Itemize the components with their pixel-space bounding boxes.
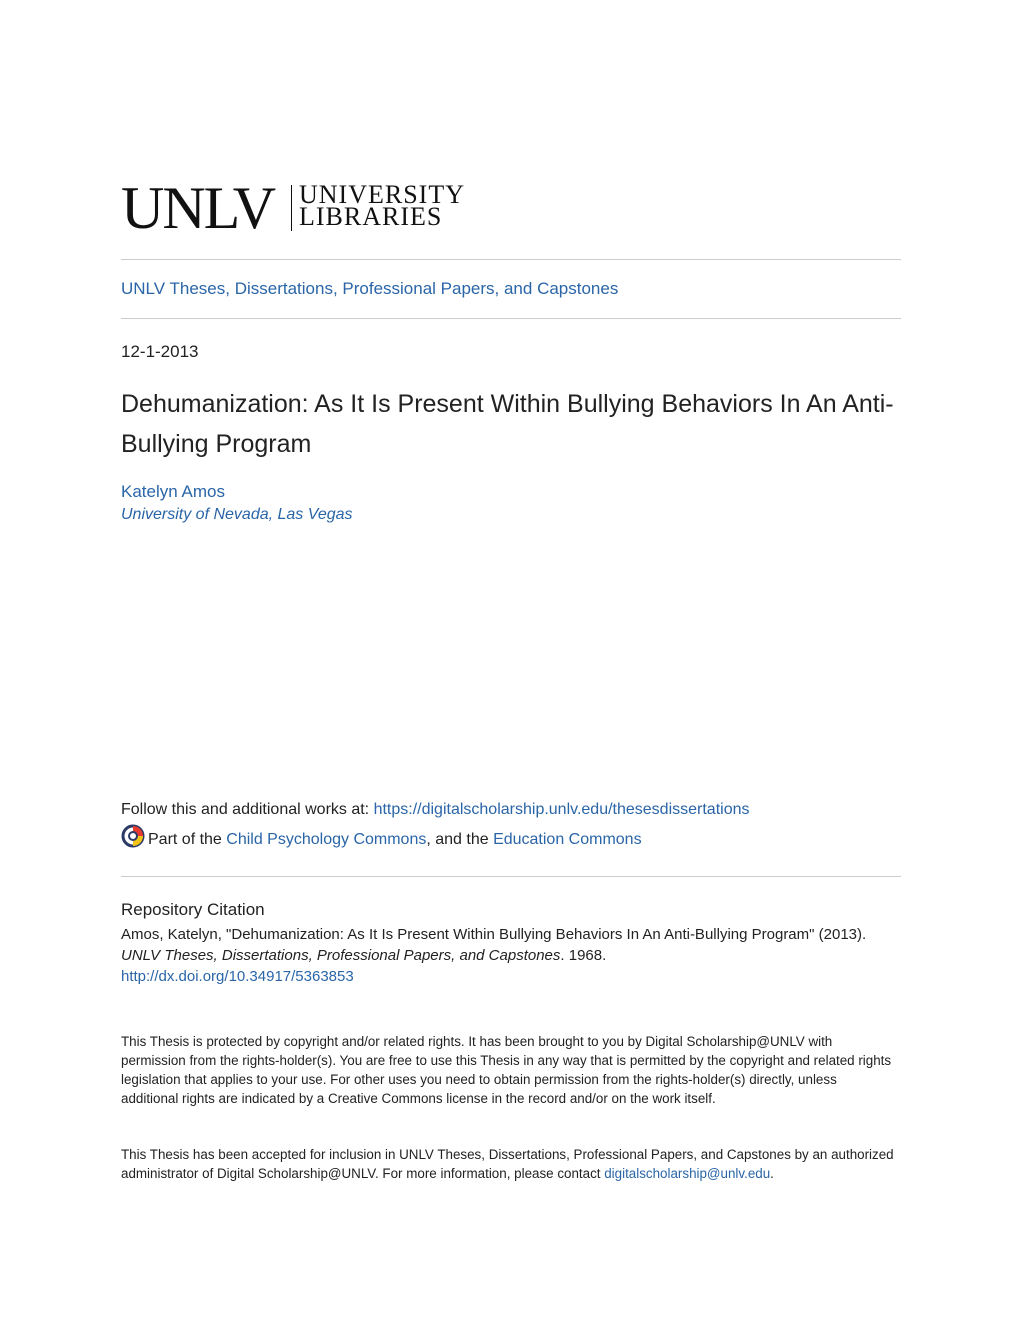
publication-date: 12-1-2013 [121,342,199,361]
follow-line [121,799,750,821]
citation-text: Amos, Katelyn, "Dehumanization: As It Is Present Within Bullying Behaviors In An Anti-Bullying Program" (2013). [121,926,867,943]
series-divider [121,318,901,319]
part-of-line [121,828,642,852]
repository-citation-body [121,924,891,987]
citation-series: UNLV Theses, Dissertations, Professional Papers, and Capstones [121,947,561,964]
unlv-libraries-logo [121,175,541,241]
logo-line-1: UNIVERSITY [299,180,465,209]
series-link[interactable]: UNLV Theses, Dissertations, Professional Papers, and Capstones [121,279,619,298]
logo-divider [291,185,292,231]
citation-number: . 1968. [560,947,607,964]
bepress-commons-icon [121,824,145,848]
logo-wordmark [299,180,465,231]
author-affiliation: University of Nevada, Las Vegas [121,506,353,523]
follow-label: Follow this and additional works at: [121,801,374,818]
top-divider [121,259,901,260]
follow-url-link[interactable]: https://digitalscholarship.unlv.edu/thesesdissertations [373,801,750,818]
part-of-middle: , and the [426,831,494,848]
acceptance-end: . [770,1166,774,1181]
citation-divider [121,876,901,877]
repository-citation-heading: Repository Citation [121,900,265,919]
doi-link[interactable]: http://dx.doi.org/10.34917/5363853 [121,968,354,985]
acceptance-statement [121,1145,896,1183]
document-title: Dehumanization: As It Is Present Within Bullying Behaviors In An Anti-Bullying Program [121,390,894,458]
acceptance-text: This Thesis has been accepted for inclusion in UNLV Theses, Dissertations, Professional Papers, and Capstones by an authorized administrator of Digital Scholarship@UNLV. For more information, please contact [121,1147,894,1181]
rights-statement: This Thesis is protected by copyright and/or related rights. It has been brought to you by Digital Scholarship@UNLV with permission from the rights-holder(s). You are free to use this Thesis in any way that is permitted by the copyright and related rights legislation that applies to your use. For other uses you need to obtain permission from the rights-holder(s) directly, unless additional rights are indicated by a Creative Commons license in the record and/or on the work itself. [121,1034,892,1106]
contact-email-link[interactable]: digitalscholarship@unlv.edu [604,1166,771,1181]
child-psychology-commons-link[interactable]: Child Psychology Commons [226,831,427,848]
author-link[interactable]: Katelyn Amos [121,482,225,501]
logo-line-2: LIBRARIES [299,202,443,231]
logo-mark: UNLV [121,175,275,241]
education-commons-link[interactable]: Education Commons [493,831,642,848]
part-of-prefix: Part of the [148,831,227,848]
